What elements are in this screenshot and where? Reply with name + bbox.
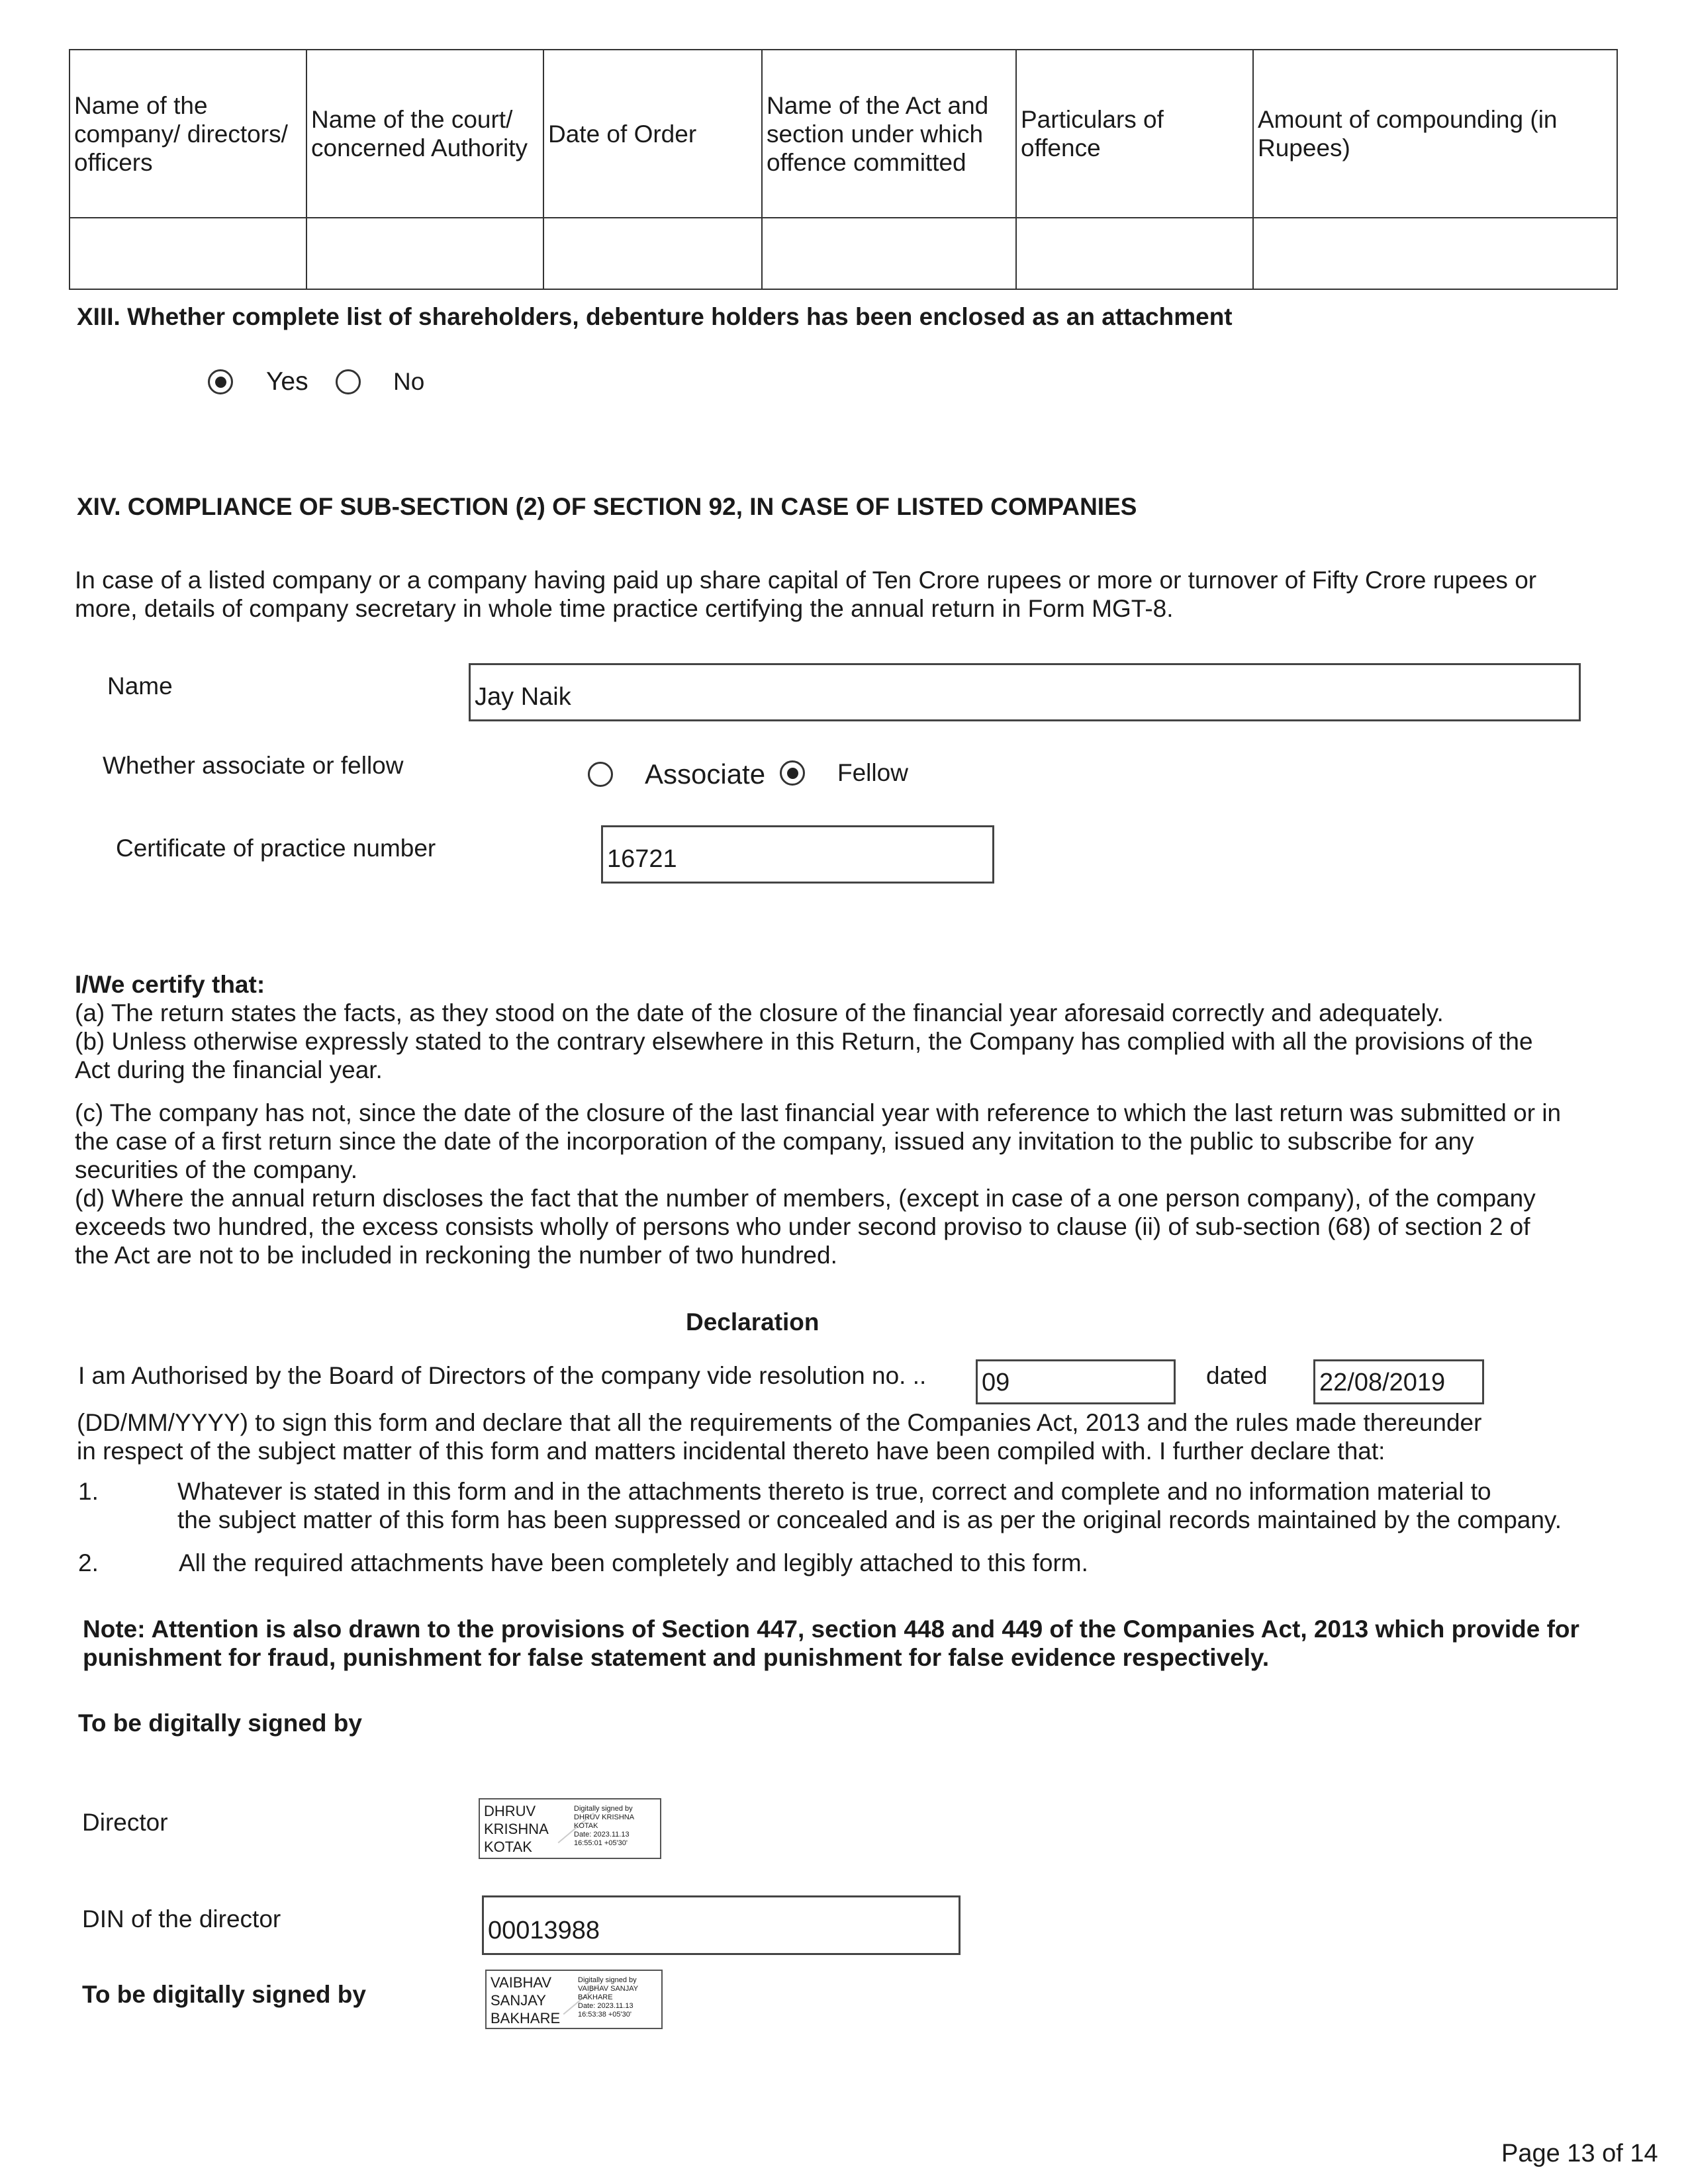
certify-heading: I/We certify that: bbox=[75, 971, 265, 998]
table-cell[interactable] bbox=[70, 218, 306, 289]
cop-label: Certificate of practice number bbox=[116, 835, 436, 862]
din-value: 00013988 bbox=[488, 1917, 600, 1944]
declaration-line: in respect of the subject matter of this form and matters incidental thereto have been compiled with. I further declare that: bbox=[77, 1437, 1385, 1465]
din-label: DIN of the director bbox=[82, 1905, 281, 1933]
fellow-radio-label: Fellow bbox=[837, 759, 908, 786]
certify-line: exceeds two hundred, the excess consists wholly of persons who under second proviso to clause (ii) of sub-section (68) of section 2 of bbox=[75, 1213, 1530, 1240]
signature-details: Digitally signed by VAIBHAV SANJAY BAKHARE Date: 2023.11.13 16:53:38 +05'30' bbox=[578, 1976, 639, 2019]
note-line: punishment for fraud, punishment for false statement and punishment for false evidence respectively. bbox=[83, 1644, 1270, 1671]
table-cell[interactable] bbox=[762, 218, 1016, 289]
table-cell[interactable] bbox=[1253, 218, 1617, 289]
cs-name-field[interactable] bbox=[469, 663, 1581, 721]
page-number: Page 13 of 14 bbox=[1501, 2140, 1658, 2167]
compounding-table bbox=[69, 49, 1618, 290]
declaration-item-line: All the required attachments have been completely and legibly attached to this form. bbox=[179, 1549, 1088, 1576]
signed-by-label: To be digitally signed by bbox=[82, 1981, 366, 2008]
certify-line: Act during the financial year. bbox=[75, 1056, 383, 1083]
signature-name: DHRUV KRISHNA KOTAK bbox=[484, 1803, 549, 1855]
table-row bbox=[70, 218, 1617, 289]
yes-radio[interactable] bbox=[208, 369, 233, 394]
declaration-item-number: 1. bbox=[78, 1478, 99, 1505]
column-header: Particulars of offence bbox=[1016, 50, 1253, 218]
fellow-radio[interactable] bbox=[780, 760, 805, 786]
cs-name-value: Jay Naik bbox=[475, 683, 571, 711]
associate-radio-label: Associate bbox=[645, 758, 766, 790]
signature-details: Digitally signed by DHRUV KRISHNA KOTAK Date: 2023.11.13 16:55:01 +05'30' bbox=[574, 1805, 635, 1847]
section-xiv-intro-line: more, details of company secretary in whole time practice certifying the annual return in Form MGT-8. bbox=[75, 595, 1174, 622]
column-header: Name of the court/ concerned Authority bbox=[306, 50, 543, 218]
certify-line: the Act are not to be included in reckoning the number of two hundred. bbox=[75, 1242, 837, 1269]
certify-line: the case of a first return since the date of the incorporation of the company, issued any invitation to the public to subscribe for any bbox=[75, 1128, 1474, 1155]
section-xiv-intro-line: In case of a listed company or a company having paid up share capital of Ten Crore rupees or more or turnover of Fifty Crore rupees or bbox=[75, 567, 1537, 594]
yes-radio-label: Yes bbox=[266, 367, 308, 396]
director-label: Director bbox=[82, 1809, 168, 1836]
certify-line: (c) The company has not, since the date of the closure of the last financial year with reference to which the last return was submitted or in bbox=[75, 1099, 1562, 1126]
column-header: Name of the company/ directors/ officers bbox=[70, 50, 306, 218]
resolution-date-value: 22/08/2019 bbox=[1319, 1369, 1446, 1396]
declaration-item-line: Whatever is stated in this form and in the attachments thereto is true, correct and complete and no information material to bbox=[177, 1478, 1491, 1505]
dated-label: dated bbox=[1206, 1362, 1268, 1389]
declaration-item-number: 2. bbox=[78, 1549, 99, 1576]
cop-number-field[interactable] bbox=[601, 825, 994, 884]
declaration-heading: Declaration bbox=[686, 1308, 820, 1336]
no-radio[interactable] bbox=[336, 369, 361, 394]
signature-name: VAIBHAV SANJAY BAKHARE bbox=[491, 1974, 561, 2026]
cs-digital-signature[interactable] bbox=[485, 1970, 663, 2029]
resolution-date-field[interactable] bbox=[1313, 1359, 1484, 1404]
column-header: Amount of compounding (in Rupees) bbox=[1253, 50, 1617, 218]
resolution-number-field[interactable] bbox=[976, 1359, 1176, 1404]
section-xiv-heading: XIV. COMPLIANCE OF SUB-SECTION (2) OF SECTION 92, IN CASE OF LISTED COMPANIES bbox=[77, 493, 1137, 520]
associate-fellow-label: Whether associate or fellow bbox=[103, 752, 404, 779]
certify-line: (a) The return states the facts, as they stood on the date of the closure of the financial year aforesaid correctly and adequately. bbox=[75, 999, 1444, 1026]
cop-number-value: 16721 bbox=[607, 845, 677, 873]
column-header: Date of Order bbox=[543, 50, 762, 218]
authorised-text: I am Authorised by the Board of Directors of the company vide resolution no. .. bbox=[78, 1362, 927, 1389]
note-line: Note: Attention is also drawn to the provisions of Section 447, section 448 and 449 of the Companies Act, 2013 which provide for bbox=[83, 1615, 1579, 1643]
certify-line: (b) Unless otherwise expressly stated to the contrary elsewhere in this Return, the Company has complied with all the provisions of the bbox=[75, 1028, 1533, 1055]
name-label: Name bbox=[107, 672, 173, 700]
signed-by-label: To be digitally signed by bbox=[78, 1709, 362, 1737]
resolution-number-value: 09 bbox=[982, 1369, 1010, 1396]
table-cell[interactable] bbox=[543, 218, 762, 289]
table-cell[interactable] bbox=[306, 218, 543, 289]
associate-radio[interactable] bbox=[588, 762, 613, 787]
declaration-item-line: the subject matter of this form has been suppressed or concealed and is as per the original records maintained by the company. bbox=[177, 1506, 1562, 1533]
table-cell[interactable] bbox=[1016, 218, 1253, 289]
column-header: Name of the Act and section under which offence committed bbox=[762, 50, 1016, 218]
no-radio-label: No bbox=[393, 368, 425, 395]
certify-line: securities of the company. bbox=[75, 1156, 358, 1183]
declaration-line: (DD/MM/YYYY) to sign this form and declare that all the requirements of the Companies Act, 2013 and the rules made thereunder bbox=[77, 1409, 1482, 1436]
section-xiii-heading: XIII. Whether complete list of shareholders, debenture holders has been enclosed as an attachment bbox=[77, 303, 1233, 330]
table-header-row bbox=[70, 50, 1617, 218]
din-field[interactable] bbox=[482, 1895, 961, 1955]
director-digital-signature[interactable] bbox=[479, 1798, 661, 1859]
certify-line: (d) Where the annual return discloses the fact that the number of members, (except in case of a one person company), of the company bbox=[75, 1185, 1536, 1212]
